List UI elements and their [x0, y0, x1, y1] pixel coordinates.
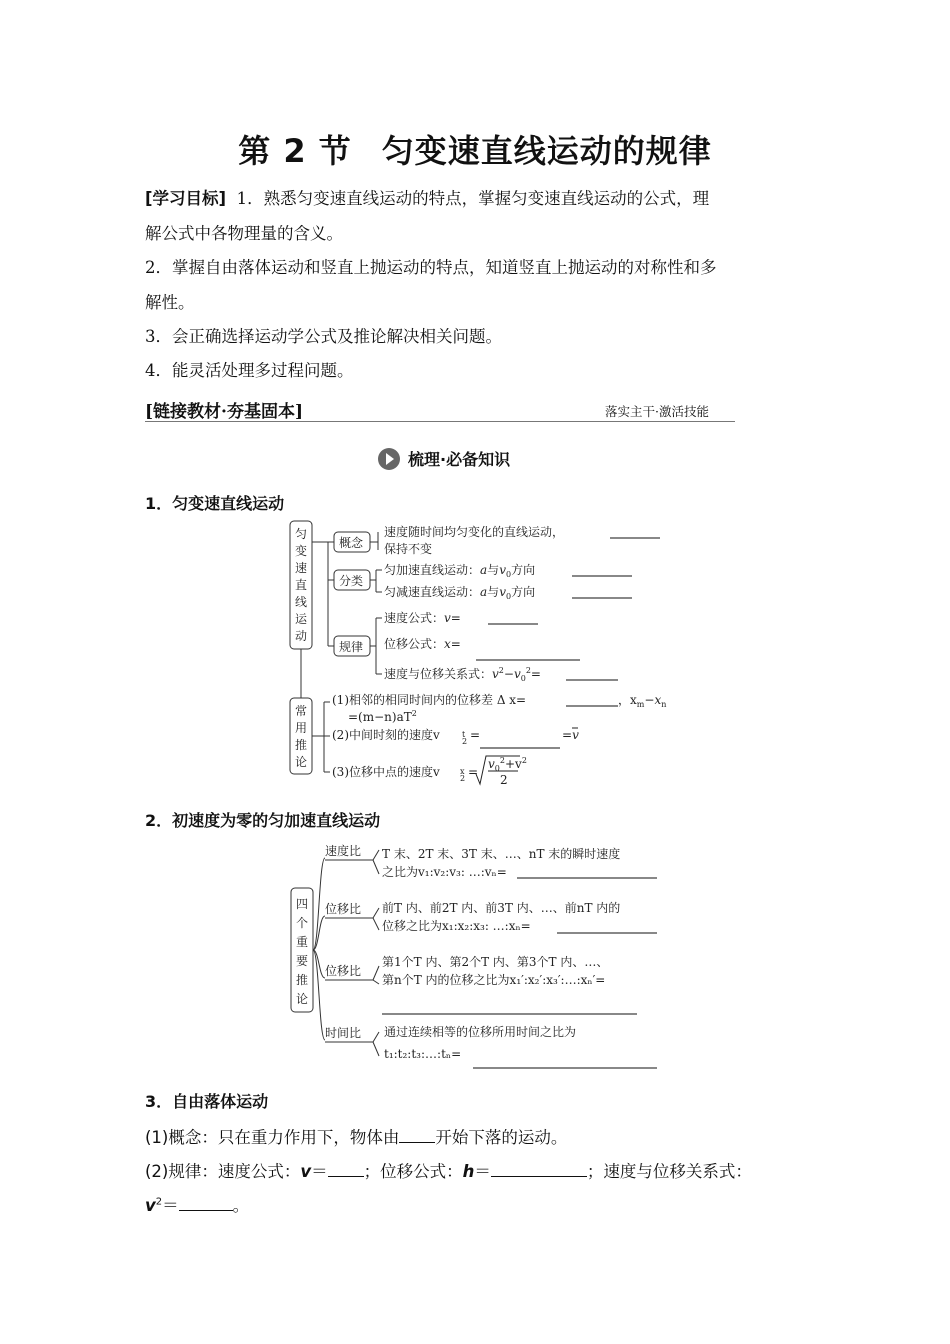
- band-divider: [145, 421, 735, 422]
- play-icon: [378, 448, 400, 470]
- root-char: 速: [295, 561, 308, 575]
- root2-char: 四: [296, 897, 309, 911]
- displacement-ratio-label: 位移比: [325, 902, 362, 916]
- concept-text: 速度随时间均匀变化的直线运动，: [384, 525, 565, 539]
- objective-line-3: 2．掌握自由落体运动和竖直上抛运动的特点，知道竖直上抛运动的对称性和多: [145, 258, 717, 277]
- heading-3: 3．自由落体运动: [145, 1092, 269, 1111]
- velocity-ratio-label: 速度比: [325, 844, 362, 858]
- inference-char: 论: [295, 755, 308, 769]
- inference-char: 推: [295, 738, 308, 752]
- root2-char: 重: [296, 935, 309, 949]
- concept-text-2: 保持不变: [384, 542, 433, 556]
- root-char: 变: [295, 544, 308, 558]
- objective-line-4: 解性。: [145, 293, 195, 312]
- inference-1c: $=(m-n)aT^2$: [348, 709, 417, 724]
- inference-char: 用: [295, 721, 308, 735]
- time-ratio-text: 通过连续相等的位移所用时间之比为: [384, 1025, 577, 1039]
- velocity-ratio-text: T 末、2T 末、3T 末、…、nT 末的瞬时速度: [382, 847, 621, 861]
- inference-2-vbar: =v: [562, 728, 579, 742]
- inference-2-sub: t: [462, 730, 466, 739]
- displacement-ratio-text-2: 位移之比为x₁:x₂:x₃: …:xₙ=: [382, 919, 531, 933]
- inference-char: 常: [295, 704, 308, 718]
- displacement-ratio-text: 前T 内、前2T 内、前3T 内、…、前nT 内的: [382, 901, 621, 915]
- velocity-formula: 速度公式：v=: [384, 611, 461, 625]
- inference-3-sub: x: [460, 767, 465, 776]
- inference-3-eq: =: [468, 765, 479, 779]
- inference-2-eq: =: [470, 728, 481, 742]
- freefall-concept: (1)概念：只在重力作用下，物体由 开始下落的运动。: [145, 1128, 568, 1147]
- time-ratio-label: 时间比: [325, 1026, 362, 1040]
- inference-1b: ，$x_m-x_n$: [618, 693, 667, 709]
- root-char: 动: [295, 629, 308, 643]
- nth-displacement-ratio-text-2: 第n个T 内的位移之比为x₁′:x₂′:x₃′:…:xₙ′=: [382, 973, 606, 987]
- root-char: 匀: [295, 527, 308, 541]
- inference-2: (2)中间时刻的速度v: [332, 728, 440, 742]
- inference-3-sub2: 2: [460, 774, 466, 783]
- root-char: 线: [295, 595, 308, 609]
- root2-char: 论: [296, 992, 309, 1006]
- time-ratio-text-2: t₁:t₂:t₃:…:tₙ=: [384, 1047, 462, 1061]
- velocity-ratio-text-2: 之比为v₁:v₂:v₃: …:vₙ=: [382, 865, 507, 879]
- objective-line-6: 4．能灵活处理多过程问题。: [145, 361, 354, 380]
- heading-2: 2．初速度为零的匀加速直线运动: [145, 811, 381, 830]
- displacement-formula: 位移公式：x=: [384, 637, 461, 651]
- nth-displacement-ratio-text: 第1个T 内、第2个T 内、第3个T 内、…、: [382, 955, 609, 969]
- inference-1: (1)相邻的相同时间内的位移差 Δ x=: [332, 693, 527, 707]
- inference-2-sub2: 2: [462, 737, 468, 746]
- root2-char: 个: [296, 916, 309, 930]
- rules-label: 规律: [339, 640, 364, 654]
- band-subtitle: 落实主干·激活技能: [605, 404, 709, 419]
- root2-char: 要: [296, 954, 309, 968]
- section-heading: [378, 447, 510, 470]
- root-char: 直: [295, 578, 308, 592]
- root-char: 运: [295, 612, 308, 626]
- inference-3: (3)位移中点的速度v: [332, 765, 440, 779]
- diagram-four-inferences: [285, 838, 675, 1078]
- classify-label: 分类: [339, 574, 364, 588]
- objective-line-2: 解公式中各物理量的含义。: [145, 224, 343, 243]
- concept-label: 概念: [339, 536, 364, 550]
- objective-line-1: [学习目标] 1．熟悉匀变速直线运动的特点，掌握匀变速直线运动的公式，理: [145, 189, 710, 208]
- velocity-displacement: 速度与位移关系式：$v^2-v_0^2=$: [384, 666, 541, 683]
- heading-1: 1．匀变速直线运动: [145, 494, 285, 513]
- accel-text: 匀加速直线运动：a与$v_0$方向: [384, 563, 536, 579]
- page-title: 第 2 节 匀变速直线运动的规律: [238, 132, 712, 170]
- root2-char: 推: [296, 973, 309, 987]
- freefall-rules-2: $v^2=$ 。: [145, 1196, 250, 1215]
- frac-denominator: 2: [500, 773, 508, 787]
- frac-numerator: $v_0^2+v^2$: [488, 756, 527, 773]
- section-heading-text: 梳理·必备知识: [408, 450, 511, 469]
- freefall-rules: (2)规律：速度公式：v＝ ；位移公式：h＝ ；速度与位移关系式：: [145, 1162, 752, 1181]
- decel-text: 匀减速直线运动：a与$v_0$方向: [384, 585, 536, 601]
- objective-line-5: 3．会正确选择运动学公式及推论解决相关问题。: [145, 327, 502, 346]
- diagram-uniform-motion: [280, 518, 680, 788]
- nth-displacement-ratio-label: 位移比: [325, 964, 362, 978]
- band-title: [链接教材·夯基固本]: [145, 402, 304, 422]
